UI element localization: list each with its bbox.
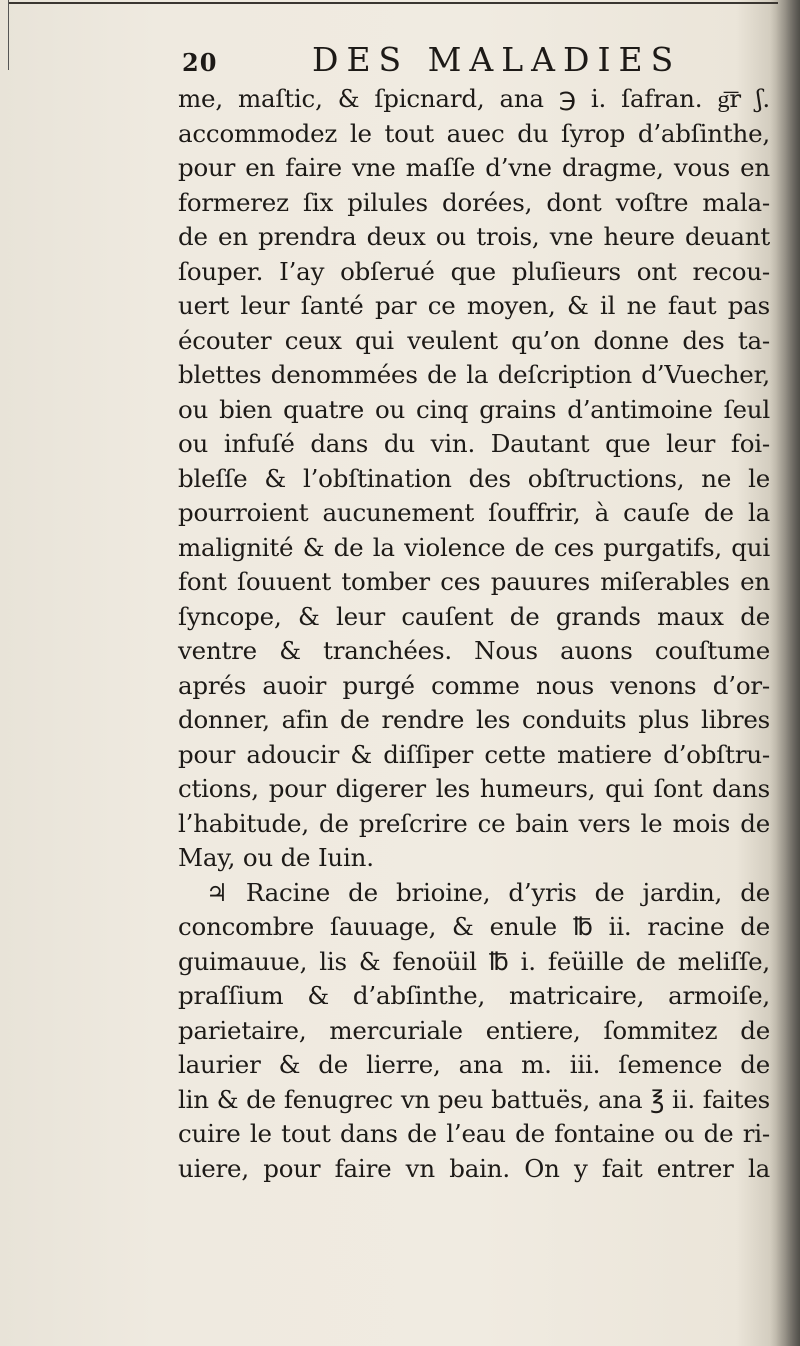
text-line: l’habitude, de preſcrire ce bain vers le mois de (178, 808, 770, 838)
text-line: concombre ſauuage, & enule ℔ ii. racine de (178, 912, 770, 941)
text-line: lin & de fenugrec vn peu battuës, ana ℥ ii. faites (178, 1084, 770, 1114)
text-line: accommodez le tout auec du ſyrop d’abſinthe, (178, 118, 770, 148)
text-line: bleſſe & l’obſtination des obſtructions, ne le (178, 463, 770, 493)
text-line: pour adoucir & diſſiper cette matiere d’obſtru- (178, 739, 770, 769)
text-line: guimauue, lis & fenoüil ℔ i. feüille de meliſſe, (178, 946, 770, 976)
page-number: 20 (182, 48, 218, 77)
text-line: praſſium & d’abſinthe, matricaire, armoiſe, (178, 981, 770, 1010)
text-line: donner, afin de rendre les conduits plus libres (178, 705, 770, 734)
text-line: malignité & de la violence de ces purgatifs, qui (178, 532, 770, 562)
text-line: uiere, pour faire vn bain. On y fait entrer la (178, 1153, 770, 1183)
text-line: blettes denommées de la deſcription d’Vuecher, (178, 360, 770, 389)
text-line-recipe-start: ♃ Racine de brioine, d’yris de jardin, de (206, 877, 770, 907)
body-text (178, 82, 770, 1186)
text-line: aprés auoir purgé comme nous venons d’or- (178, 670, 770, 700)
text-line: ctions, pour digerer les humeurs, qui ſont dans (178, 774, 770, 803)
text-line: ſouper. I’ay obſerué que pluſieurs ont recou- (178, 256, 770, 286)
page-left-edge (8, 0, 9, 70)
text-line: pourroient aucunement ſouffrir, à cauſe de la (178, 498, 770, 527)
page-gutter-shadow (770, 0, 800, 1346)
page-top-border (8, 2, 778, 4)
text-line: font ſouuent tomber ces pauures miſerables en (178, 567, 770, 596)
text-line: de en prendra deux ou trois, vne heure deuant (178, 222, 770, 251)
text-line-paragraph-end: May, ou de Iuin. (178, 843, 374, 872)
text-line: ou bien quatre ou cinq grains d’antimoine ſeul (178, 394, 770, 424)
text-line: ventre & tranchées. Nous auons couſtume (178, 636, 770, 665)
text-line: me, maſtic, & ſpicnard, ana ℈ i. ſafran. g͞r ʃ. (178, 84, 770, 113)
text-line: laurier & de lierre, ana m. iii. ſemence de (178, 1050, 770, 1079)
text-line: formerez ſix pilules dorées, dont voſtre mala- (178, 187, 770, 217)
page-header (182, 40, 682, 84)
text-line: parietaire, mercuriale entiere, ſommitez de (178, 1015, 770, 1045)
text-line: uert leur ſanté par ce moyen, & il ne faut pas (178, 291, 770, 320)
text-line: pour en faire vne maſſe d’vne dragme, vous en (178, 153, 770, 182)
text-line: cuire le tout dans de l’eau de fontaine ou de ri- (178, 1119, 770, 1148)
text-line: ſyncope, & leur cauſent de grands maux de (178, 601, 770, 631)
text-line: écouter ceux qui veulent qu’on donne des ta- (178, 325, 770, 355)
running-title: DES MALADIES (312, 40, 682, 79)
text-line: ou infuſé dans du vin. Dautant que leur foi- (178, 429, 770, 458)
